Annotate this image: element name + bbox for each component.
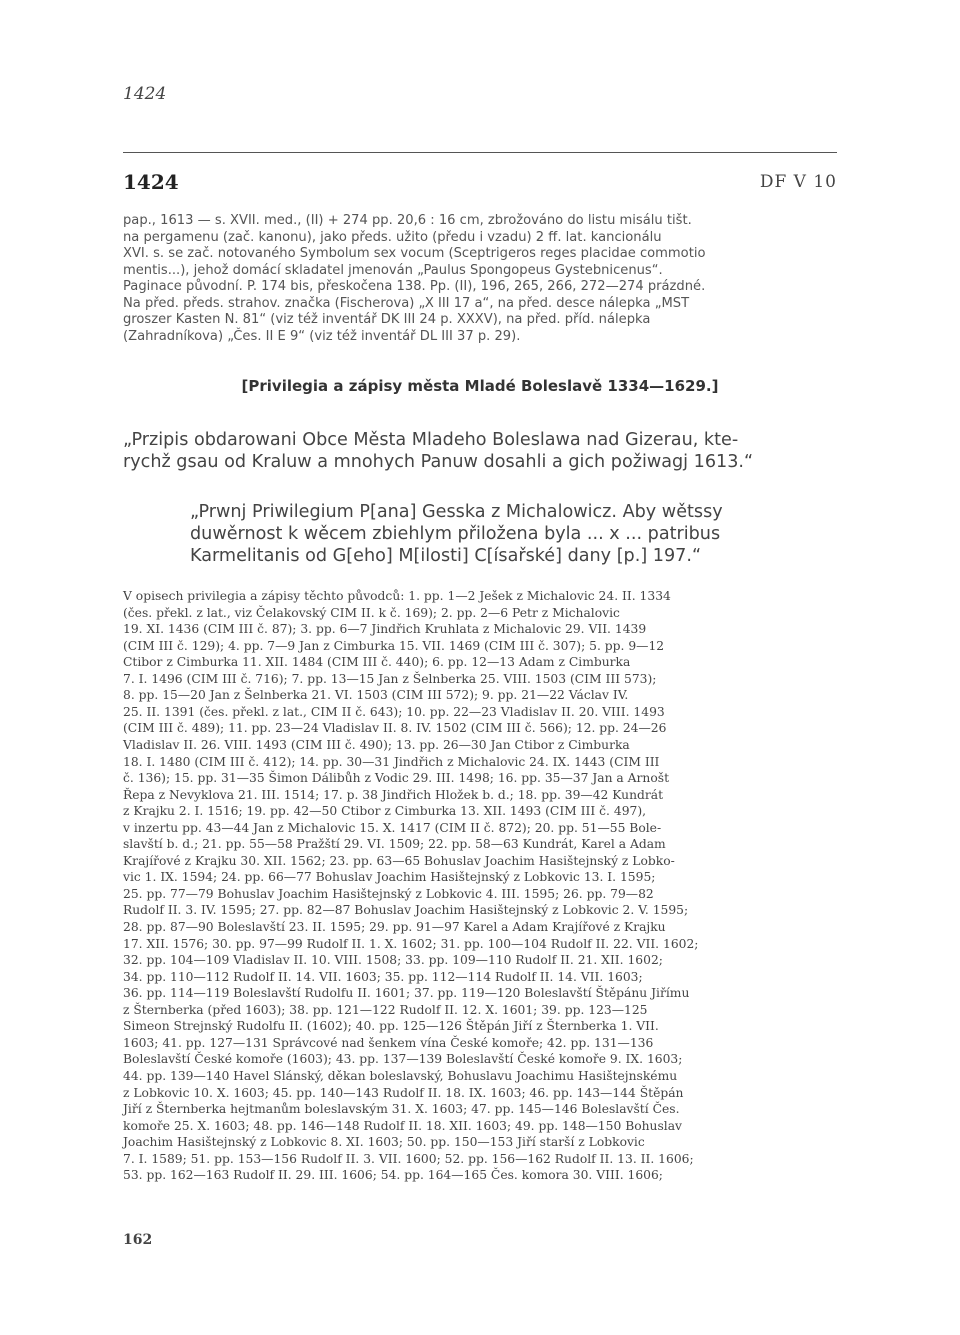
body-line: 44. pp. 139—140 Havel Slánský, děkan boleslavský, Bohuslavu Joachimu Hasištejnskému xyxy=(123,1068,678,1083)
body-line: 25. pp. 77—79 Bohuslav Joachim Hasištejnský z Lobkovic 4. III. 1595; 26. pp. 79—82 xyxy=(123,886,654,901)
body-line: Rudolf II. 3. IV. 1595; 27. pp. 82—87 Bohuslav Joachim Hasištejnský z Lobkovic 2. V. 1595; xyxy=(123,903,689,918)
body-line: 19. XI. 1436 (CIM III č. 87); 3. pp. 6—7 Jindřich Kruhlata z Michalovic 29. VII. 1439 xyxy=(123,622,647,637)
quote2-line: Karmelitanis od G[eho] M[ilosti] C[ísařské] dany [p.] 197.“ xyxy=(190,546,702,566)
body-line: v inzertu pp. 43—44 Jan z Michalovic 15. X. 1417 (CIM II č. 872); 20. pp. 51—55 Bole- xyxy=(123,820,662,835)
body-line: č. 136); 15. pp. 31—35 Šimon Dálibůh z Vodic 29. III. 1498; 16. pp. 35—37 Jan a Arnošt xyxy=(123,771,670,786)
description-line: pap., 1613 — s. XVII. med., (II) + 274 pp. 20,6 : 16 cm, zbrožováno do listu misálu tišt. xyxy=(123,213,692,228)
body-line: Joachim Hasištejnský z Lobkovic 8. XI. 1603; 50. pp. 150—153 Jiří starší z Lobkovic xyxy=(123,1135,645,1150)
body-line: 25. II. 1391 (čes. překl. z lat., CIM II č. 643); 10. pp. 22—23 Vladislav II. 20. VIII. 1493 xyxy=(123,704,665,719)
description-line: Na před. předs. strahov. značka (Fischerova) „X III 17 a“, na před. desce nálepka „MST xyxy=(123,295,690,311)
body-line: 17. XII. 1576; 30. pp. 97—99 Rudolf II. 1. X. 1602; 31. pp. 100—104 Rudolf II. 22. VII. 1602; xyxy=(123,936,699,951)
body-line: 18. I. 1480 (CIM III č. 412); 14. pp. 30—31 Jindřich z Michalovic 24. IX. 1443 (CIM III xyxy=(123,754,660,769)
description-line: groszer Kasten N. 81“ (viz též inventář DK III 24 p. XXXV), na před. příd. nálepka xyxy=(123,312,651,327)
body-line: (CIM III č. 129); 4. pp. 7—9 Jan z Cimburka 15. VII. 1469 (CIM III č. 307); 5. pp. 9—12 xyxy=(123,638,665,653)
body-line: 34. pp. 110—112 Rudolf II. 14. VII. 1603; 35. pp. 112—114 Rudolf II. 14. VII. 1603; xyxy=(123,969,643,984)
body-line: (čes. překl. z lat., viz Čelakovský CIM II. k č. 169); 2. pp. 2—6 Petr z Michalovic xyxy=(123,605,620,620)
quote2-line: duwěrnost k wěcem zbiehlym přiložena byla ... x ... patribus xyxy=(190,524,721,544)
entry-number: 1424 xyxy=(123,170,179,194)
body-line: Vladislav II. 26. VIII. 1493 (CIM III č. 490); 13. pp. 26—30 Jan Ctibor z Cimburka xyxy=(123,737,630,752)
body-line: Jiří z Šternberka hejtmanům boleslavským 31. X. 1603; 47. pp. 145—146 Boleslavští Čes. xyxy=(123,1102,680,1117)
body-line: Ctibor z Cimburka 11. XII. 1484 (CIM III č. 440); 6. pp. 12—13 Adam z Cimburka xyxy=(123,655,631,670)
running-head: 1424 xyxy=(123,84,167,104)
body-line: 32. pp. 104—109 Vladislav II. 10. VIII. 1508; 33. pp. 109—110 Rudolf II. 21. XII. 1602; xyxy=(123,953,663,968)
description-line: XVI. s. se zač. notovaného Symbolum sex vocum (Sceptrigeros reges placidae commotio xyxy=(123,246,706,261)
body-line: Krajířové z Krajku 30. XII. 1562; 23. pp. 63—65 Bohuslav Joachim Hasištejnský z Lobko- xyxy=(123,853,675,868)
header-rule xyxy=(123,152,837,153)
body-line: 36. pp. 114—119 Boleslavští Rudolfu II. 1601; 37. pp. 119—120 Boleslavští Štěpánu Jiřímu xyxy=(123,986,690,1001)
body-line: 7. I. 1496 (CIM III č. 716); 7. pp. 13—15 Jan z Šelnberka 25. VIII. 1503 (CIM III 573); xyxy=(123,671,657,686)
body-line: (CIM III č. 489); 11. pp. 23—24 Vladislav II. 8. IV. 1502 (CIM III č. 566); 12. pp. 24—26 xyxy=(123,721,667,736)
quote1-line: „Przipis obdarowani Obce Města Mladeho Boleslawa nad Gizerau, kte- xyxy=(123,430,739,450)
body-line: 7. I. 1589; 51. pp. 153—156 Rudolf II. 3. VII. 1600; 52. pp. 156—162 Rudolf II. 13. II. 1606; xyxy=(123,1151,694,1166)
body-line: vic 1. IX. 1594; 24. pp. 66—77 Bohuslav Joachim Hasištejnský z Lobkovic 13. I. 1595; xyxy=(123,870,656,885)
page-number: 162 xyxy=(123,1232,153,1248)
shelfmark: DF V 10 xyxy=(759,172,837,192)
body-line: z Lobkovic 10. X. 1603; 45. pp. 140—143 Rudolf II. 18. IX. 1603; 46. pp. 143—144 Štěpán xyxy=(123,1085,684,1100)
body-line: z Krajku 2. I. 1516; 19. pp. 42—50 Ctibor z Cimburka 13. XII. 1493 (CIM III č. 497), xyxy=(123,804,647,819)
quote2-line: „Prwnj Priwilegium P[ana] Gesska z Michalowicz. Aby wětssy xyxy=(190,502,723,522)
body-line: Boleslavští České komoře (1603); 43. pp. 137—139 Boleslavští České komoře 9. IX. 1603; xyxy=(123,1052,683,1067)
body-line: 8. pp. 15—20 Jan z Šelnberka 21. VI. 1503 (CIM III 572); 9. pp. 21—22 Václav IV. xyxy=(123,688,629,703)
body-line: 53. pp. 162—163 Rudolf II. 29. III. 1606; 54. pp. 164—165 Čes. komora 30. VIII. 1606; xyxy=(123,1168,663,1183)
description-line: na pergamenu (zač. kanonu), jako předs. užito (předu i vzadu) 2 ff. lat. kancionálu xyxy=(123,229,662,245)
body-line: 28. pp. 87—90 Boleslavští 23. II. 1595; 29. pp. 91—97 Karel a Adam Krajířové z Krajku xyxy=(123,920,666,934)
body-line: komoře 25. X. 1603; 48. pp. 146—148 Rudolf II. 18. XII. 1603; 49. pp. 148—150 Bohuslav xyxy=(123,1118,682,1133)
description-line: mentis...), jehož domácí skladatel jmenován „Paulus Spongopeus Gystebnicenus“. xyxy=(123,262,663,278)
quote1-line: rychž gsau od Kraluw a mnohych Panuw dosahli a gich požiwagj 1613.“ xyxy=(123,452,754,472)
body-line: Simeon Strejnský Rudolfu II. (1602); 40. pp. 125—126 Štěpán Jiří z Šternberka 1. VII. xyxy=(123,1019,659,1034)
body-line: slavští b. d.; 21. pp. 55—58 Pražští 29. VI. 1509; 22. pp. 58—63 Kundrát, Karel a Adam xyxy=(123,837,666,852)
body-line: z Šternberka (před 1603); 38. pp. 121—122 Rudolf II. 12. X. 1601; 39. pp. 123—125 xyxy=(123,1002,648,1017)
section-title: [Privilegia a zápisy města Mladé Boleslavě 1334—1629.] xyxy=(241,377,719,395)
body-line: Řepa z Nevyklova 21. III. 1514; 17. p. 38 Jindřich Hložek b. d.; 18. pp. 39—42 Kundrát xyxy=(123,787,664,802)
body-line: V opisech privilegia a zápisy těchto původců: 1. pp. 1—2 Ješek z Michalovic 24. II. 1334 xyxy=(123,589,671,603)
body-line: 1603; 41. pp. 127—131 Správcové nad šenkem vína České komoře; 42. pp. 131—136 xyxy=(123,1035,654,1050)
description-line: Paginace původní. P. 174 bis, přeskočena 138. Pp. (II), 196, 265, 266, 272—274 prázdné. xyxy=(123,279,706,294)
description-line: (Zahradníkova) „Čes. II E 9“ (viz též inventář DL III 37 p. 29). xyxy=(123,328,521,344)
